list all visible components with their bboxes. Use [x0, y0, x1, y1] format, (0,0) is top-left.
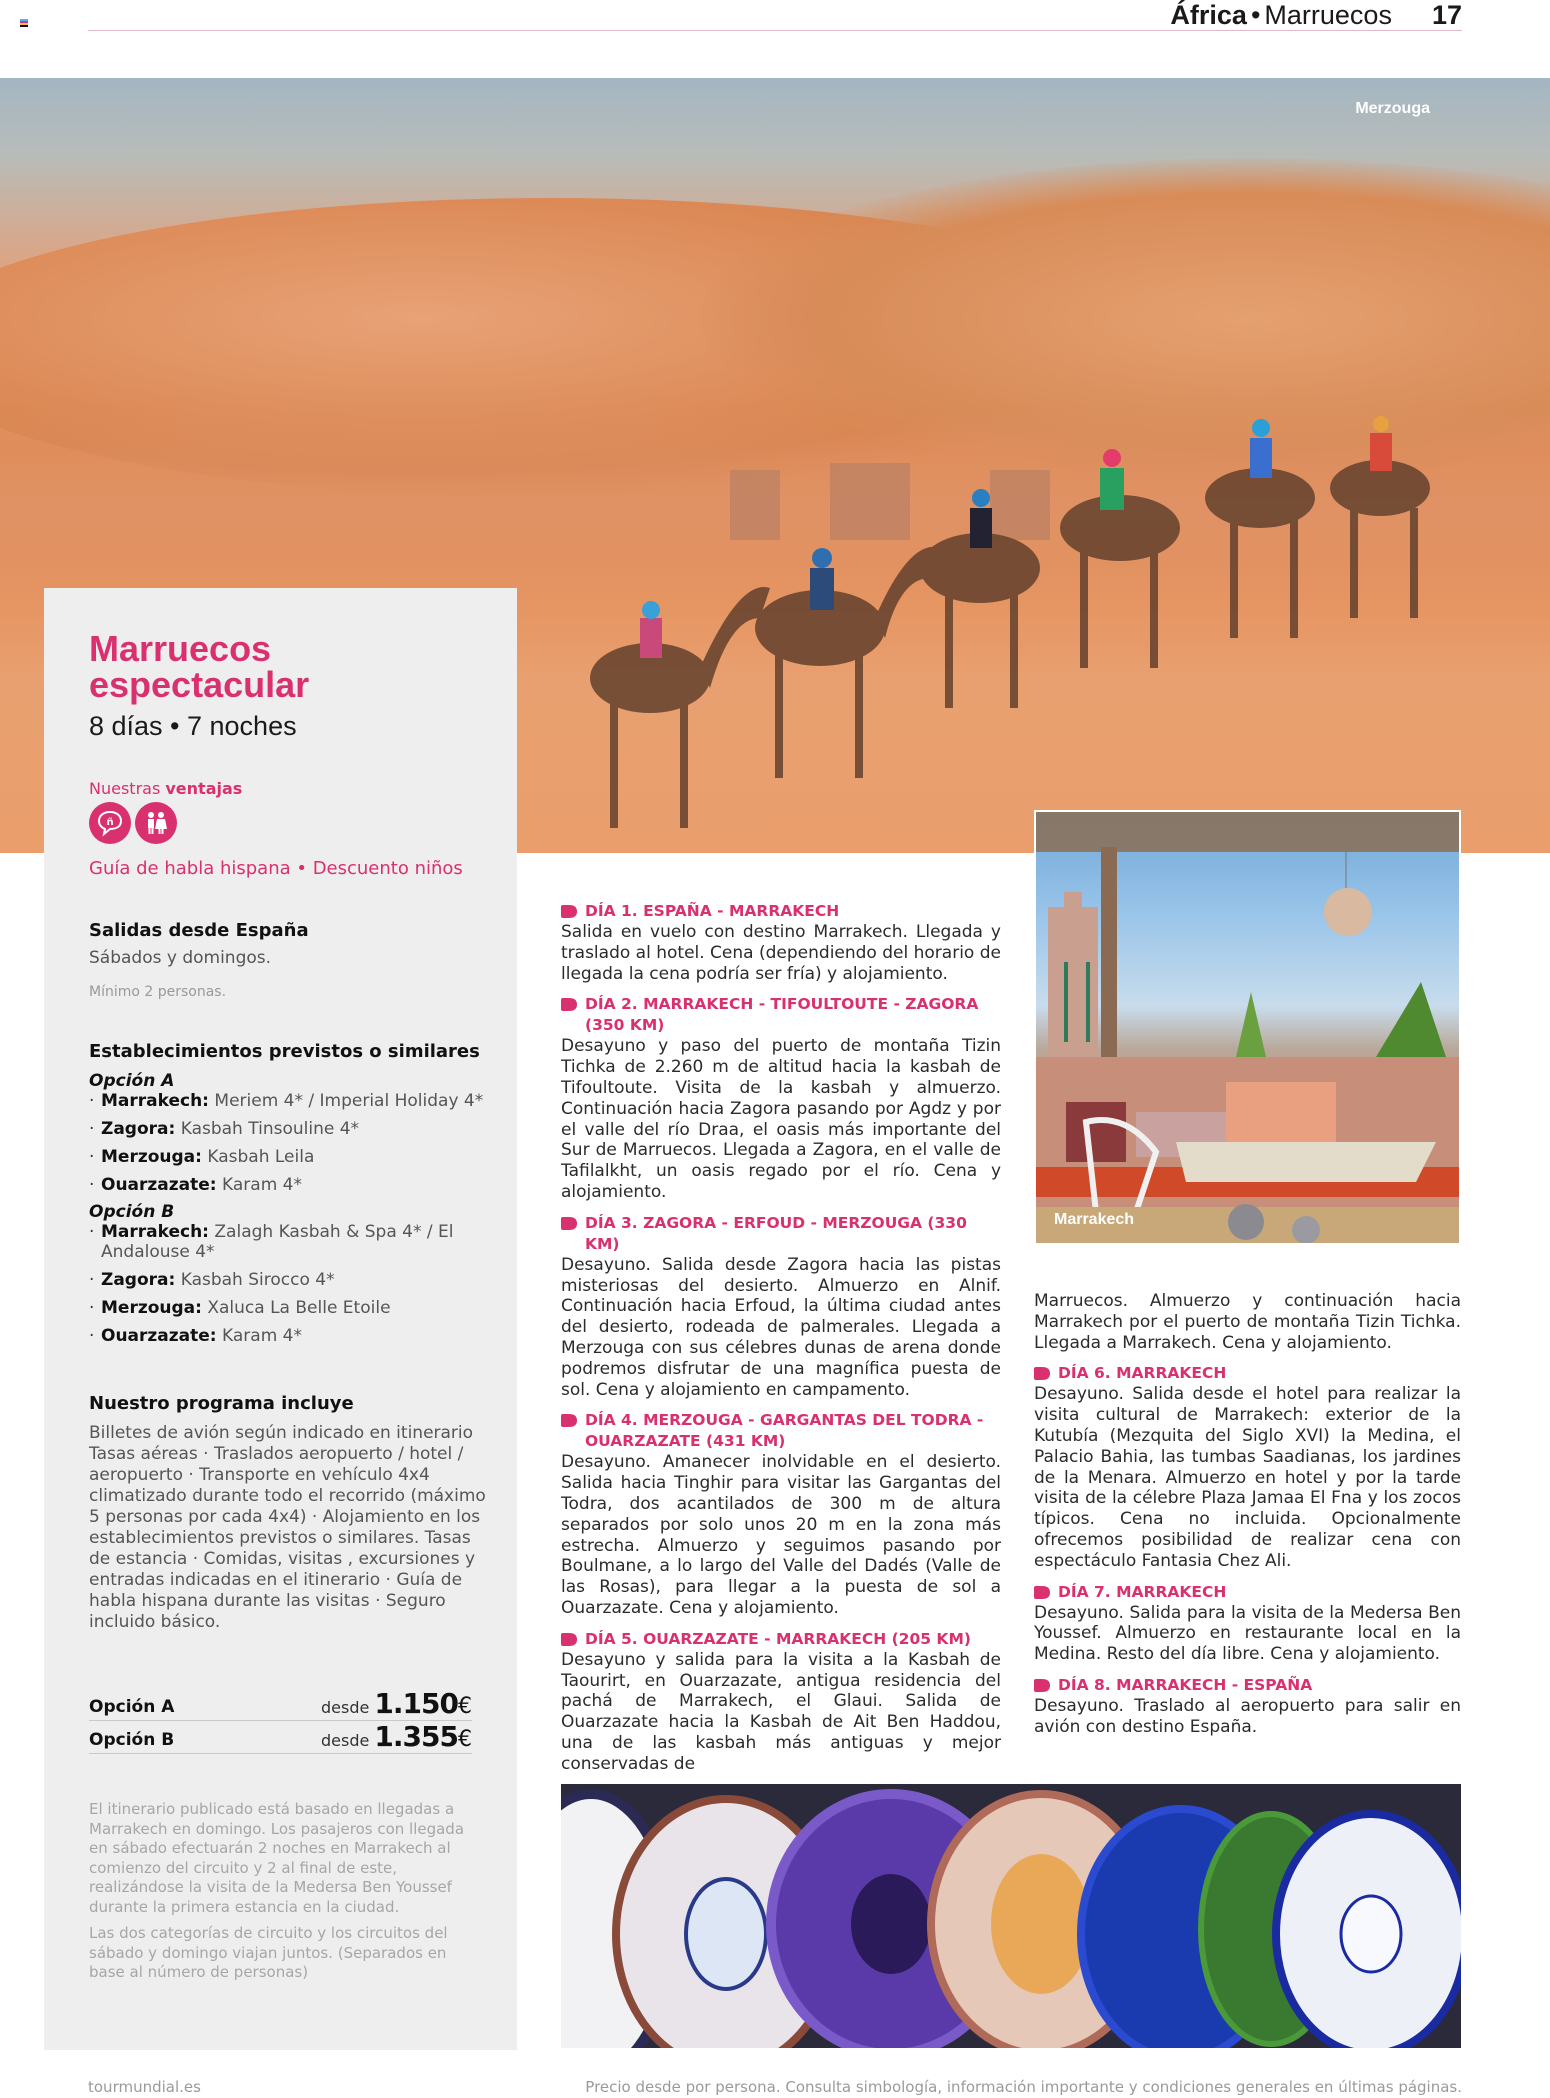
print-registration-mark — [20, 19, 28, 29]
price-amount: 1.355 — [374, 1720, 458, 1753]
day-text: Desayuno. Salida para la visita de la Medersa Ben Youssef. Almuerzo en restaurante local en la Medina. Resto del día libre. Cena y alojamiento. — [1034, 1602, 1461, 1665]
departures-minimum: Mínimo 2 personas. — [89, 984, 227, 1000]
hotel-item — [89, 1091, 489, 1111]
footer-website[interactable]: tourmundial.es — [88, 2078, 201, 2096]
day-text: Salida en vuelo con destino Marrakech. Llegada y traslado al hotel. Cena (dependiendo del horario de llegada la cena podría ser fría) y alojamiento. — [561, 922, 1001, 984]
bullet-icon — [1034, 1367, 1050, 1380]
bullet-icon — [1034, 1586, 1050, 1599]
price-table — [89, 1688, 472, 1754]
svg-text:ñ: ñ — [106, 817, 114, 828]
bullet-icon — [561, 905, 577, 918]
photo-marrakech-terrace — [1034, 810, 1461, 1245]
includes-title: Nuestro programa incluye — [89, 1393, 354, 1414]
bullet-icon — [561, 998, 577, 1011]
itinerary-day — [561, 994, 1001, 1202]
day-title: DÍA 3. ZAGORA - ERFOUD - MERZOUGA (330 KM) — [561, 1213, 1001, 1255]
itinerary-day — [561, 901, 1001, 984]
hotel-item — [89, 1326, 489, 1346]
hotel-item — [89, 1298, 489, 1318]
day-title: DÍA 4. MERZOUGA - GARGANTAS DEL TODRA - OUARZAZATE (431 KM) — [561, 1410, 1001, 1452]
day-text: Desayuno. Salida desde el hotel para realizar la visita cultural de Marrakech: exterior de la Kutubía (Mezquita del Siglo XVI) la Medina, el Palacio Bahia, las tumbas Saadianas, los jardines de la Menara. Almuerzo en hotel y por la tarde visita de la célebre Plaza Jamaa El Fna y los zocos típicos. Cena no incluida. Opcionalmente ofrecemos posibilidad de realizar cena con espectáculo Fantasia Chez Ali. — [1034, 1384, 1461, 1571]
price-row — [89, 1688, 472, 1721]
hotel-item — [89, 1270, 489, 1290]
day-text: Marruecos. Almuerzo y continuación hacia Marrakech por el puerto de montaña Tizin Tichka. Llegada a Marrakech. Cena y alojamiento. — [1034, 1291, 1461, 1353]
page-number: 17 — [1431, 0, 1462, 30]
children-discount-icon — [135, 802, 177, 844]
hotel-name: Meriem 4* / Imperial Holiday 4* — [214, 1091, 484, 1111]
hotel-name: Karam 4* — [222, 1326, 302, 1346]
day-text: Desayuno y paso del puerto de montaña Tizin Tichka de 2.260 m de altitud hacia la kasbah de Tifoultoute. Visita de la kasbah y almuerzo. Continuación hacia Zagora pasando por Agdz y por el valle del río Draa, el oasis más importante del Sur de Marruecos. Llegada a Zagora, en el valle de Tafilalkht, un oasis regado por el río. Cena y alojamiento. — [561, 1036, 1001, 1202]
day-text: Desayuno. Salida desde Zagora hacia las pistas misteriosas del desierto. Almuerzo en Alnif. Continuación hacia Erfoud, la última ciudad antes del desierto, rodeada de palmerales. Llegada a Merzouga con sus célebres dunas de arena donde podremos disfrutar de una magnífica puesta de sol. Cena y alojamiento en campamento. — [561, 1254, 1001, 1400]
day-text: Desayuno y salida para la visita a la Kasbah de Taourirt, en Ouarzazate, antigua residencia del pachá de Marrakech, el Glaui. Salida de Ouarzazate hacia la Kasbah de Ait Ben Haddou, una de las kasbah más antiguas y mejor conservadas de — [561, 1649, 1001, 1774]
itinerary-day — [1034, 1675, 1461, 1738]
hotel-option-title: Opción A — [89, 1071, 175, 1091]
region-label: África — [1170, 0, 1247, 30]
hotel-city: Zagora: — [101, 1270, 176, 1290]
price-value — [321, 1720, 472, 1753]
price-amount: 1.150 — [374, 1687, 458, 1720]
itinerary-day — [1034, 1582, 1461, 1665]
price-option: Opción A — [89, 1697, 175, 1717]
plates-illustration — [561, 1784, 1461, 2048]
terrace-illustration — [1036, 812, 1461, 1245]
itinerary-note: El itinerario publicado está basado en llegadas a Marrakech en domingo. Los pasajeros con llegada en sábado efectuarán 2 noches en Marrakech al comienzo del circuito y 2 al final de este, realizándose la visita de la Medersa Ben Youssef durante la primera estancia en la ciudad. — [89, 1800, 465, 1916]
itinerary-day-continued — [1034, 1291, 1461, 1353]
itinerary-day — [561, 1213, 1001, 1401]
hotel-name: Kasbah Tinsouline 4* — [180, 1119, 360, 1139]
departures-days: Sábados y domingos. — [89, 948, 272, 968]
trip-duration: 8 días • 7 noches — [89, 711, 297, 741]
hotel-item — [89, 1119, 489, 1139]
page-header — [88, 0, 1462, 31]
hotel-name: Kasbah Leila — [207, 1147, 315, 1167]
separator-dot: • — [1250, 0, 1261, 30]
section-heading — [1170, 0, 1462, 30]
itinerary-day — [1034, 1363, 1461, 1571]
itinerary-day — [561, 1410, 1001, 1618]
hotels-title: Establecimientos previstos o similares — [89, 1041, 480, 1062]
camel-caravan-illustration — [560, 378, 1460, 838]
bullet-icon — [561, 1633, 577, 1646]
itinerary-column-2 — [1034, 1291, 1461, 1748]
hotel-name: Xaluca La Belle Etoile — [207, 1298, 391, 1318]
hotels-list — [89, 1072, 489, 1354]
itinerary-column-1 — [561, 901, 1001, 1785]
advantages-label-light: Nuestras — [89, 779, 161, 798]
hotel-city: Merzouga: — [101, 1298, 202, 1318]
day-title: DÍA 7. MARRAKECH — [1034, 1582, 1461, 1603]
country-label: Marruecos — [1264, 0, 1392, 30]
day-title: DÍA 1. ESPAÑA - MARRAKECH — [561, 901, 1001, 922]
hotel-name: Kasbah Sirocco 4* — [180, 1270, 335, 1290]
itinerary-day — [561, 1629, 1001, 1775]
hotel-name: Karam 4* — [222, 1175, 302, 1195]
trip-info-panel — [44, 588, 517, 2050]
price-prefix: desde — [320, 1698, 370, 1717]
photo-caption: Marrakech — [1054, 1211, 1135, 1228]
hero-caption: Merzouga — [1355, 100, 1430, 117]
price-currency: € — [458, 1694, 472, 1719]
hotel-city: Ouarzazate: — [101, 1326, 217, 1346]
advantages-label — [89, 779, 242, 798]
hotel-item — [89, 1222, 489, 1262]
itinerary-note: Las dos categorías de circuito y los circuitos del sábado y domingo viajan juntos. (Separados en base al número de personas) — [89, 1924, 448, 1981]
trip-title: Marruecos espectacular — [89, 628, 310, 705]
bullet-icon — [1034, 1679, 1050, 1692]
day-title: DÍA 2. MARRAKECH - TIFOULTOUTE - ZAGORA (350 KM) — [561, 994, 1001, 1036]
photo-ceramic-plates — [561, 1784, 1461, 2048]
hotel-item — [89, 1175, 489, 1195]
hotel-city: Ouarzazate: — [101, 1175, 217, 1195]
bullet-icon — [561, 1217, 577, 1230]
advantages-label-bold: ventajas — [165, 779, 243, 798]
price-option: Opción B — [89, 1730, 175, 1750]
hotel-option-title: Opción B — [89, 1202, 175, 1222]
price-prefix: desde — [320, 1731, 370, 1750]
includes-text: Billetes de avión según indicado en itinerario Tasas aéreas · Traslados aeropuerto / hotel / aeropuerto · Transporte en vehículo 4x4 climatizado durante todo el recorrido (máximo 5 personas por cada 4x4) · Alojamiento en los establecimientos previstos o similares. Tasas de estancia · Comidas, visitas , excursiones y entradas indicadas en el itinerario · Guía de habla hispana durante las visitas · Seguro incluido básico. — [89, 1423, 486, 1632]
hotel-city: Marrakech: — [101, 1091, 209, 1111]
departures-title: Salidas desde España — [89, 920, 309, 941]
day-title: DÍA 6. MARRAKECH — [1034, 1363, 1461, 1384]
day-text: Desayuno. Amanecer inolvidable en el desierto. Salida hacia Tinghir para visitar las Gargantas del Todra, dos acantilados de 300 m de altura separados por solo unos 20 m en la zona más estrecha. Almuerzo y seguimos pasando por Boulmane, a lo largo del Valle del Dadés (Valle de las Rosas), para llegar a la puesta de sol a Ouarzazate. Cena y alojamiento. — [561, 1452, 1001, 1618]
day-text: Desayuno. Traslado al aeropuerto para salir en avión con destino España. — [1034, 1695, 1461, 1737]
price-currency: € — [458, 1727, 472, 1752]
advantages-icons — [89, 802, 177, 844]
hotel-city: Marrakech: — [101, 1222, 209, 1242]
day-title: DÍA 8. MARRAKECH - ESPAÑA — [1034, 1675, 1461, 1696]
footer-disclaimer: Precio desde por persona. Consulta simbología, información importante y condiciones generales en últimas páginas. — [585, 2078, 1462, 2096]
hotel-item — [89, 1147, 489, 1167]
bullet-icon — [561, 1414, 577, 1427]
day-title: DÍA 5. OUARZAZATE - MARRAKECH (205 KM) — [561, 1629, 1001, 1650]
price-row — [89, 1721, 472, 1754]
price-value — [321, 1687, 472, 1720]
hotel-city: Merzouga: — [101, 1147, 202, 1167]
advantages-text: Guía de habla hispana • Descuento niños — [89, 858, 463, 879]
hotel-city: Zagora: — [101, 1119, 176, 1139]
hotel-name: Zalagh Kasbah & Spa 4* / El Andalouse 4* — [101, 1222, 454, 1262]
spanish-guide-icon — [89, 802, 131, 844]
